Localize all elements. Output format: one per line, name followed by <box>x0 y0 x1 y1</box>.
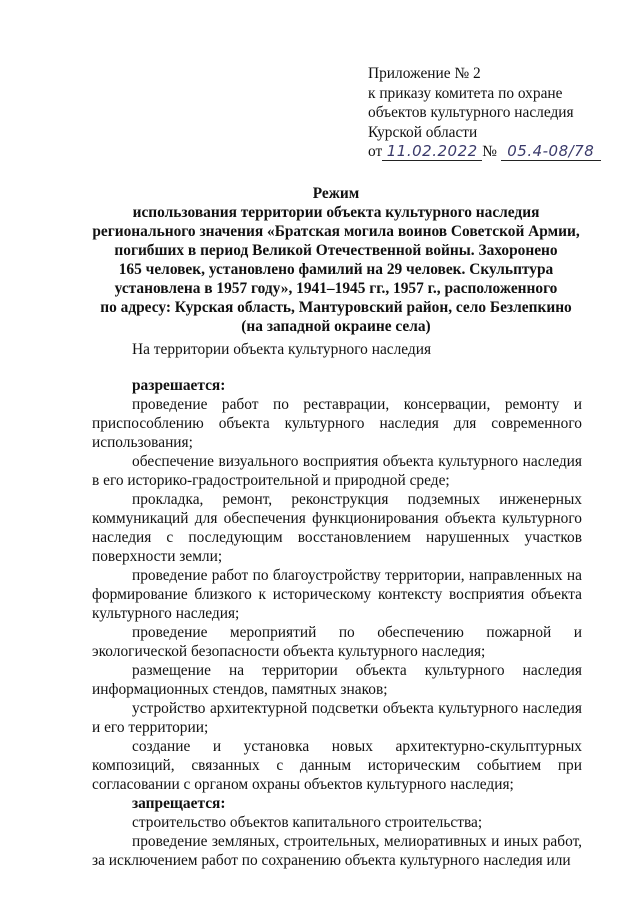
allowed-item: обеспечение визуального восприятия объекта культурного наследия в его историко-градостроительной и природной среде; <box>92 453 582 489</box>
allowed-item: проведение работ по благоустройству территории, направленных на формирование близкого к историческому контексту восприятия объекта культурного наследия; <box>92 567 582 622</box>
title-line-1: Режим <box>312 185 360 202</box>
appendix-title: Приложение № 2 <box>368 65 481 82</box>
date-handwritten: 11.02.2022 <box>386 142 478 161</box>
allowed-item: создание и установка новых архитектурно-скульптурных композиций, связанных с данным историческим событием при согласовании с органом охраны объектов культурного наследия; <box>92 738 582 793</box>
allowed-item: размещение на территории объекта культурного наследия информационных стендов, памятных знаков; <box>92 662 582 698</box>
number-handwritten: 05.4-08/78 <box>507 142 595 161</box>
forbidden-item: проведение земляных, строительных, мелиоративных и иных работ, за исключением работ по сохранению объекта культурного наследия или <box>92 833 582 869</box>
title-line-3: регионального значения «Братская могила воинов Советской Армии, <box>92 223 580 240</box>
allowed-item: проведение мероприятий по обеспечению пожарной и экологической безопасности объекта культурного наследия; <box>92 624 582 660</box>
number-field <box>501 143 601 161</box>
title-line-2: использования территории объекта культурного наследия <box>132 204 540 221</box>
document-body <box>92 340 582 870</box>
date-field <box>382 143 482 161</box>
forbidden-heading: запрещается: <box>132 795 226 812</box>
title-line-5: 165 человек, установлено фамилий на 29 человек. Скульптура <box>118 261 554 278</box>
allowed-item: проведение работ по реставрации, консервации, ремонту и приспособлению объекта культурного наследия для современного использования; <box>92 396 582 451</box>
title-line-4: погибших в период Великой Отечественной войны. Захоронено <box>114 242 558 259</box>
allowed-heading: разрешается: <box>132 377 226 394</box>
title-line-8: (на западной окраине села) <box>241 318 431 335</box>
date-prefix: от <box>368 143 383 161</box>
appendix-committee-line: объектов культурного наследия <box>368 104 574 122</box>
number-prefix: № <box>482 143 497 161</box>
allowed-item: устройство архитектурной подсветки объекта культурного наследия и его территории; <box>92 700 582 736</box>
appendix-order-line: к приказу комитета по охране <box>368 84 563 102</box>
allowed-item: прокладка, ремонт, реконструкция подземных инженерных коммуникаций для обеспечения функционирования объекта культурного наследия с последующим восстановлением нарушенных участков поверхности земли; <box>92 491 582 565</box>
appendix-block <box>368 64 601 162</box>
intro-paragraph: На территории объекта культурного наследия <box>132 341 432 358</box>
title-line-7: по адресу: Курская область, Мантуровский район, село Безлепкино <box>100 299 572 316</box>
document-title <box>88 184 584 336</box>
title-line-6: установлена в 1957 году», 1941–1945 гг., 1957 г., расположенного <box>114 280 558 297</box>
forbidden-item: строительство объектов капитального строительства; <box>132 814 483 831</box>
appendix-date-line <box>368 142 601 162</box>
appendix-region-line: Курской области <box>368 123 478 141</box>
